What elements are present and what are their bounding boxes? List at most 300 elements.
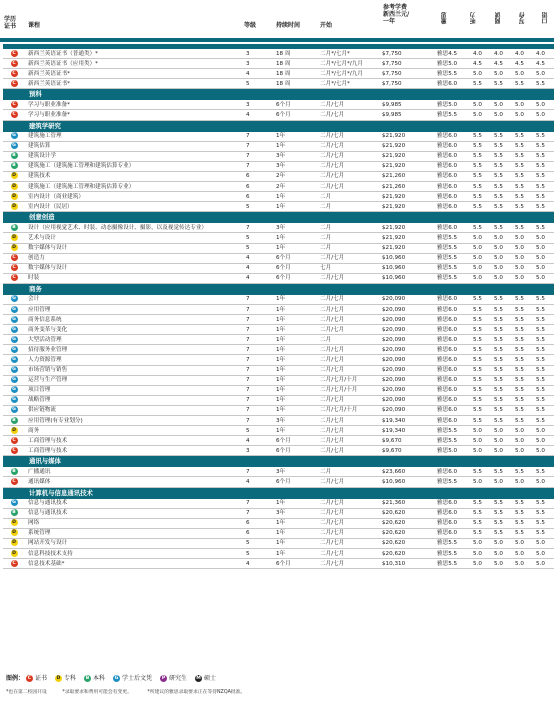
- speaking: 5.5: [533, 335, 554, 345]
- cert-badge-cell: [3, 233, 25, 243]
- listening: 5.5: [470, 151, 491, 161]
- speaking: 5.0: [533, 559, 554, 569]
- reading: 5.0: [491, 273, 512, 283]
- reading: 5.0: [491, 100, 512, 110]
- fee: $9,985: [379, 100, 434, 110]
- duration: 1年: [273, 405, 317, 415]
- course-name: 应用管理: [25, 304, 243, 314]
- speaking: 5.5: [533, 131, 554, 141]
- fee: $10,960: [379, 253, 434, 263]
- table-row: [3, 549, 554, 559]
- ielts: 雅思6.0: [434, 202, 470, 212]
- footnote: *所建议的雅思录取要求正在等待NZQA批准。: [147, 690, 246, 695]
- table-row: [3, 335, 554, 345]
- writing: 5.0: [512, 273, 533, 283]
- cert-badge-icon: G: [12, 377, 16, 383]
- course-name: 运营与生产管理: [25, 375, 243, 385]
- footnotes: [6, 688, 259, 695]
- course-name: 商务信息系统: [25, 315, 243, 325]
- writing: 5.0: [512, 263, 533, 273]
- legend-item: [26, 675, 47, 682]
- ielts: 雅思6.0: [434, 518, 470, 528]
- ielts: 雅思6.0: [434, 508, 470, 518]
- table-row: [3, 477, 554, 487]
- writing: 5.5: [512, 498, 533, 508]
- duration: 6个月: [273, 110, 317, 120]
- reading: 5.5: [491, 467, 512, 477]
- legend-badge-icon: D: [56, 676, 61, 681]
- start: 二月: [317, 335, 379, 345]
- section-title: 商务: [3, 283, 554, 294]
- level: 7: [243, 161, 273, 171]
- footnote: *录取要求和费用可能会有变更。: [62, 690, 132, 695]
- start: 二月: [317, 467, 379, 477]
- course-table: [3, 44, 554, 569]
- cert-badge-cell: [3, 477, 25, 487]
- table-row: [3, 446, 554, 456]
- writing: 5.5: [512, 385, 533, 395]
- cert-badge-cell: [3, 385, 25, 395]
- reading: 5.5: [491, 192, 512, 202]
- fee: $20,620: [379, 518, 434, 528]
- level: 7: [243, 223, 273, 233]
- course-name: 信息科技技术支持: [25, 549, 243, 559]
- ielts: 雅思6.0: [434, 79, 470, 89]
- ielts: 雅思6.0: [434, 355, 470, 365]
- start: 二月*/七月*/九月: [317, 69, 379, 79]
- cert-badge-icon: C: [12, 101, 16, 107]
- listening: 5.5: [470, 385, 491, 395]
- fee: $9,985: [379, 110, 434, 120]
- course-name: 网站开发与设计: [25, 538, 243, 548]
- fee: $10,960: [379, 273, 434, 283]
- cert-badge-icon: G: [12, 397, 16, 403]
- level: 4: [243, 273, 273, 283]
- writing: 5.0: [512, 100, 533, 110]
- fee: $19,340: [379, 426, 434, 436]
- reading: 5.0: [491, 263, 512, 273]
- fee: $21,920: [379, 243, 434, 253]
- ielts: 雅思5.5: [434, 233, 470, 243]
- cert-badge-icon: G: [12, 133, 16, 139]
- speaking: 5.0: [533, 538, 554, 548]
- reading: 5.5: [491, 518, 512, 528]
- reading: 5.0: [491, 233, 512, 243]
- writing: 5.5: [512, 79, 533, 89]
- speaking: 5.5: [533, 365, 554, 375]
- ielts: 雅思6.0: [434, 223, 470, 233]
- start: 二月/七月: [317, 395, 379, 405]
- cert-badge-cell: [3, 59, 25, 69]
- ielts: 雅思6.0: [434, 498, 470, 508]
- duration: 6个月: [273, 273, 317, 283]
- ielts: 雅思6.0: [434, 335, 470, 345]
- ielts: 雅思6.0: [434, 405, 470, 415]
- start: 二月/七月: [317, 253, 379, 263]
- duration: 1年: [273, 385, 317, 395]
- writing: 5.5: [512, 416, 533, 426]
- table-row: [3, 467, 554, 477]
- writing: 5.0: [512, 69, 533, 79]
- speaking: 5.5: [533, 202, 554, 212]
- fee: $21,360: [379, 498, 434, 508]
- course-name: 创造力: [25, 253, 243, 263]
- header-reading: 阅读: [495, 12, 502, 24]
- writing: 5.0: [512, 243, 533, 253]
- course-name: 新西兰英语证书*: [25, 69, 243, 79]
- listening: 4.5: [470, 59, 491, 69]
- writing: 5.0: [512, 426, 533, 436]
- duration: 18 周: [273, 79, 317, 89]
- duration: 1年: [273, 294, 317, 304]
- fee: $7,750: [379, 59, 434, 69]
- cert-badge-cell: [3, 508, 25, 518]
- duration: 1年: [273, 192, 317, 202]
- listening: 5.0: [470, 100, 491, 110]
- course-name: 供应链物流: [25, 405, 243, 415]
- speaking: 5.0: [533, 263, 554, 273]
- header-ielts: 雅思: [441, 12, 448, 24]
- cert-badge-cell: [3, 365, 25, 375]
- course-name: 通讯媒体: [25, 477, 243, 487]
- course-name: 建筑施工（建筑施工管理和建筑估算专业）: [25, 182, 243, 192]
- duration: 6个月: [273, 559, 317, 569]
- ielts: 雅思6.0: [434, 141, 470, 151]
- cert-badge-cell: [3, 182, 25, 192]
- speaking: 5.0: [533, 233, 554, 243]
- duration: 1年: [273, 325, 317, 335]
- ielts: 雅思6.0: [434, 375, 470, 385]
- level: 7: [243, 131, 273, 141]
- reading: 4.0: [491, 49, 512, 59]
- listening: 5.0: [470, 273, 491, 283]
- level: 7: [243, 335, 273, 345]
- cert-badge-cell: [3, 151, 25, 161]
- level: 4: [243, 69, 273, 79]
- writing: 5.0: [512, 538, 533, 548]
- table-row: [3, 141, 554, 151]
- speaking: 5.5: [533, 395, 554, 405]
- course-name: 室内设计（商业建筑）: [25, 192, 243, 202]
- course-name: 信息技术基础*: [25, 559, 243, 569]
- legend: [6, 674, 232, 684]
- writing: 5.5: [512, 375, 533, 385]
- writing: 5.5: [512, 518, 533, 528]
- ielts: 雅思5.0: [434, 100, 470, 110]
- reading: 5.5: [491, 141, 512, 151]
- level: 4: [243, 263, 273, 273]
- fee: $20,090: [379, 405, 434, 415]
- reading: 5.5: [491, 508, 512, 518]
- course-name: 学习与职业准备*: [25, 110, 243, 120]
- section-header: [3, 120, 554, 131]
- table-row: [3, 345, 554, 355]
- cert-badge-cell: [3, 202, 25, 212]
- level: 7: [243, 508, 273, 518]
- reading: 5.0: [491, 477, 512, 487]
- writing: 5.0: [512, 549, 533, 559]
- cert-badge-icon: C: [12, 255, 16, 261]
- start: 二月: [317, 233, 379, 243]
- cert-badge-cell: [3, 498, 25, 508]
- writing: 4.0: [512, 49, 533, 59]
- speaking: 5.0: [533, 100, 554, 110]
- writing: 5.0: [512, 446, 533, 456]
- duration: 18 周: [273, 59, 317, 69]
- cert-badge-cell: [3, 253, 25, 263]
- cert-badge-cell: [3, 528, 25, 538]
- legend-label: 本科: [92, 675, 105, 682]
- table-row: [3, 355, 554, 365]
- table-row: [3, 426, 554, 436]
- listening: 5.0: [470, 477, 491, 487]
- level: 7: [243, 325, 273, 335]
- duration: 1年: [273, 243, 317, 253]
- writing: 5.0: [512, 110, 533, 120]
- table-row: [3, 233, 554, 243]
- cert-badge-icon: B: [12, 163, 16, 169]
- table-row: [3, 416, 554, 426]
- speaking: 5.0: [533, 446, 554, 456]
- header-fee: 参考学费 新西兰元/ 一年: [383, 4, 410, 25]
- ielts: 雅思6.0: [434, 365, 470, 375]
- course-name: 学习与职业准备*: [25, 100, 243, 110]
- cert-badge-icon: G: [12, 500, 16, 506]
- speaking: 5.5: [533, 385, 554, 395]
- duration: 3年: [273, 161, 317, 171]
- listening: 5.0: [470, 233, 491, 243]
- listening: 5.5: [470, 375, 491, 385]
- cert-badge-cell: [3, 161, 25, 171]
- cert-badge-icon: G: [12, 387, 16, 393]
- table-row: [3, 110, 554, 120]
- level: 7: [243, 498, 273, 508]
- writing: 5.5: [512, 151, 533, 161]
- reading: 5.0: [491, 69, 512, 79]
- level: 5: [243, 549, 273, 559]
- header-cert: 学历 证书: [4, 16, 17, 30]
- fee: $7,750: [379, 69, 434, 79]
- ielts: 雅思6.0: [434, 171, 470, 181]
- writing: 5.5: [512, 304, 533, 314]
- duration: 1年: [273, 498, 317, 508]
- reading: 5.0: [491, 436, 512, 446]
- legend-badge-icon: G: [114, 676, 119, 681]
- listening: 5.5: [470, 223, 491, 233]
- cert-badge-cell: [3, 273, 25, 283]
- level: 6: [243, 192, 273, 202]
- fee: $21,920: [379, 151, 434, 161]
- ielts: 雅思6.0: [434, 528, 470, 538]
- writing: 5.0: [512, 233, 533, 243]
- course-name: 信息与通讯技术: [25, 498, 243, 508]
- legend-item: [113, 675, 152, 682]
- table-row: [3, 69, 554, 79]
- duration: 1年: [273, 365, 317, 375]
- section-header: [3, 487, 554, 498]
- course-name: 会计: [25, 294, 243, 304]
- listening: 5.0: [470, 253, 491, 263]
- fee: $7,750: [379, 49, 434, 59]
- cert-badge-cell: [3, 345, 25, 355]
- speaking: 5.5: [533, 294, 554, 304]
- level: 7: [243, 385, 273, 395]
- fee: $20,090: [379, 315, 434, 325]
- level: 4: [243, 253, 273, 263]
- course-table-body: [3, 44, 554, 569]
- writing: 5.5: [512, 405, 533, 415]
- speaking: 5.5: [533, 528, 554, 538]
- start: 二月/七月/十月: [317, 385, 379, 395]
- legend-label: 硕士: [204, 675, 217, 682]
- speaking: 5.5: [533, 325, 554, 335]
- duration: 18 周: [273, 69, 317, 79]
- table-header: [0, 0, 560, 40]
- fee: $9,670: [379, 446, 434, 456]
- course-name: 项目管理: [25, 385, 243, 395]
- speaking: 5.0: [533, 549, 554, 559]
- reading: 5.0: [491, 549, 512, 559]
- cert-badge-cell: [3, 325, 25, 335]
- start: 二月: [317, 192, 379, 202]
- level: 4: [243, 110, 273, 120]
- level: 6: [243, 182, 273, 192]
- header-level: 等级: [244, 22, 257, 29]
- ielts: 雅思6.0: [434, 182, 470, 192]
- listening: 5.0: [470, 538, 491, 548]
- cert-badge-cell: [3, 69, 25, 79]
- cert-badge-cell: [3, 263, 25, 273]
- speaking: 5.5: [533, 182, 554, 192]
- fee: $20,090: [379, 335, 434, 345]
- ielts: 雅思6.0: [434, 345, 470, 355]
- table-row: [3, 100, 554, 110]
- table-row: [3, 273, 554, 283]
- writing: 5.5: [512, 325, 533, 335]
- writing: 5.5: [512, 223, 533, 233]
- cert-badge-cell: [3, 549, 25, 559]
- writing: 5.5: [512, 355, 533, 365]
- reading: 5.5: [491, 79, 512, 89]
- legend-badge-icon: C: [27, 676, 32, 681]
- reading: 5.5: [491, 416, 512, 426]
- course-name: 建筑技术: [25, 171, 243, 181]
- level: 7: [243, 375, 273, 385]
- legend-item: [55, 675, 76, 682]
- writing: 4.5: [512, 59, 533, 69]
- fee: $21,920: [379, 202, 434, 212]
- start: 二月/七月: [317, 498, 379, 508]
- cert-badge-icon: C: [12, 60, 16, 66]
- table-row: [3, 253, 554, 263]
- speaking: 5.0: [533, 426, 554, 436]
- listening: 5.5: [470, 171, 491, 181]
- course-name: 建筑施工（建筑施工管理和建筑估算专业）: [25, 161, 243, 171]
- fee: $20,090: [379, 365, 434, 375]
- start: 二月/七月: [317, 365, 379, 375]
- cert-badge-icon: C: [12, 70, 16, 76]
- start: 二月: [317, 202, 379, 212]
- ielts: 雅思6.0: [434, 385, 470, 395]
- fee: $20,090: [379, 304, 434, 314]
- fee: $20,090: [379, 385, 434, 395]
- reading: 5.5: [491, 345, 512, 355]
- reading: 5.5: [491, 355, 512, 365]
- listening: 5.5: [470, 131, 491, 141]
- fee: $20,090: [379, 395, 434, 405]
- duration: 2年: [273, 171, 317, 181]
- cert-badge-icon: D: [12, 234, 16, 240]
- start: 二月: [317, 243, 379, 253]
- course-name: 建筑估算: [25, 141, 243, 151]
- ielts: 雅思5.0: [434, 446, 470, 456]
- level: 3: [243, 49, 273, 59]
- level: 5: [243, 202, 273, 212]
- table-row: [3, 375, 554, 385]
- duration: 1年: [273, 315, 317, 325]
- fee: $9,670: [379, 436, 434, 446]
- level: 7: [243, 405, 273, 415]
- duration: 1年: [273, 518, 317, 528]
- start: 二月/七月: [317, 325, 379, 335]
- ielts: 雅思5.5: [434, 253, 470, 263]
- reading: 5.0: [491, 243, 512, 253]
- table-row: [3, 263, 554, 273]
- course-name: 广播通讯: [25, 467, 243, 477]
- duration: 1年: [273, 141, 317, 151]
- table-row: [3, 161, 554, 171]
- reading: 5.0: [491, 253, 512, 263]
- speaking: 5.5: [533, 141, 554, 151]
- listening: 5.5: [470, 325, 491, 335]
- ielts: 雅思6.0: [434, 294, 470, 304]
- reading: 5.5: [491, 161, 512, 171]
- listening: 5.5: [470, 315, 491, 325]
- level: 7: [243, 304, 273, 314]
- level: 4: [243, 436, 273, 446]
- listening: 5.5: [470, 508, 491, 518]
- writing: 5.5: [512, 161, 533, 171]
- level: 7: [243, 315, 273, 325]
- listening: 5.5: [470, 345, 491, 355]
- reading: 5.5: [491, 304, 512, 314]
- section-title: 建筑学研究: [3, 120, 554, 131]
- listening: 5.0: [470, 69, 491, 79]
- writing: 5.5: [512, 365, 533, 375]
- duration: 1年: [273, 395, 317, 405]
- listening: 5.5: [470, 395, 491, 405]
- level: 6: [243, 518, 273, 528]
- table-row: [3, 304, 554, 314]
- duration: 6个月: [273, 477, 317, 487]
- table-row: [3, 559, 554, 569]
- start: 二月: [317, 223, 379, 233]
- level: 5: [243, 233, 273, 243]
- course-name: 网络: [25, 518, 243, 528]
- reading: 5.5: [491, 315, 512, 325]
- listening: 5.5: [470, 304, 491, 314]
- cert-badge-icon: C: [12, 80, 16, 86]
- listening: 5.0: [470, 436, 491, 446]
- listening: 5.5: [470, 498, 491, 508]
- legend-label: 证书: [34, 675, 47, 682]
- course-name: 信息与通讯技术: [25, 508, 243, 518]
- duration: 1年: [273, 549, 317, 559]
- reading: 5.5: [491, 405, 512, 415]
- speaking: 4.0: [533, 49, 554, 59]
- fee: $20,620: [379, 549, 434, 559]
- ielts: 雅思5.5: [434, 559, 470, 569]
